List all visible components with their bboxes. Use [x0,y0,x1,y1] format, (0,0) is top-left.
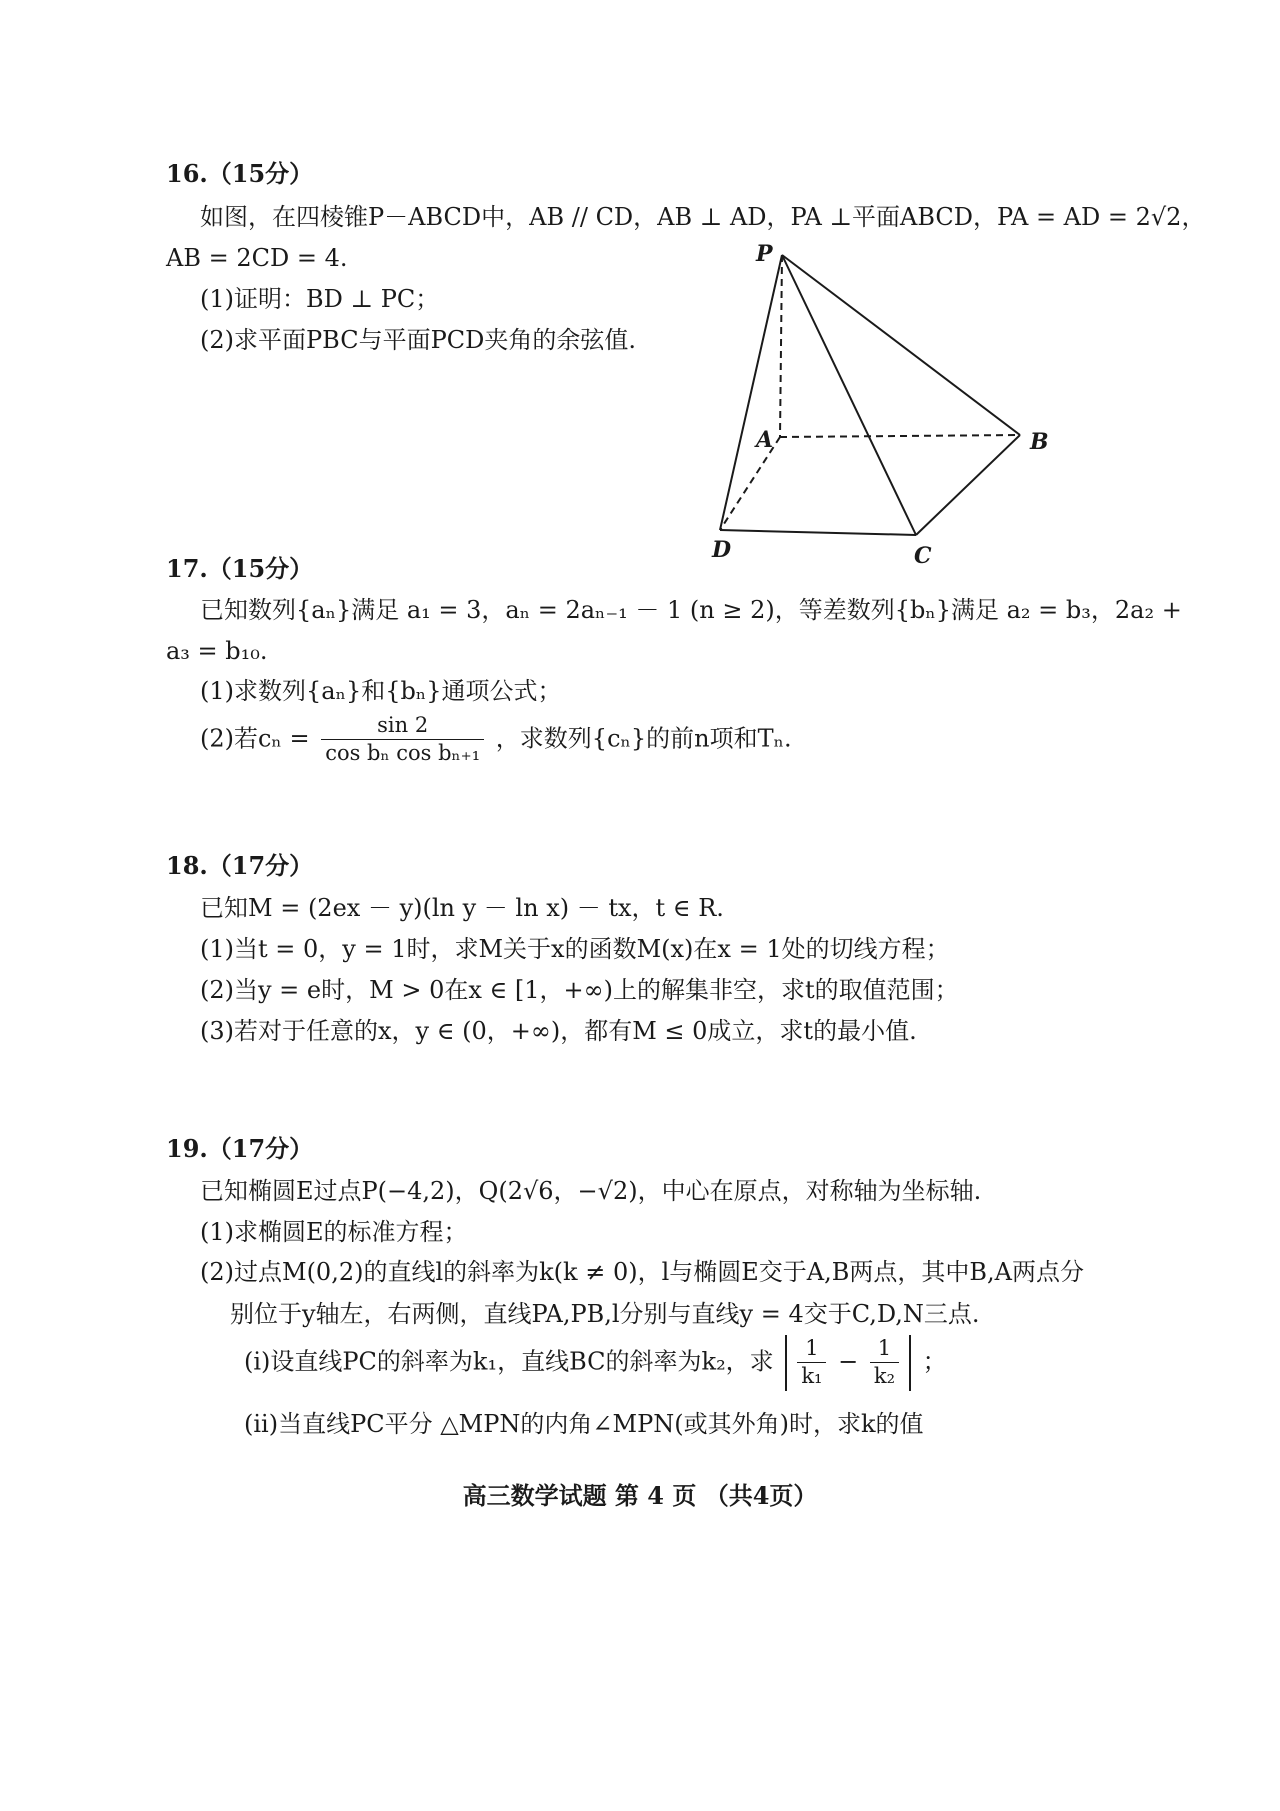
q17-fraction [321,712,484,768]
q18-part2: (2)当y = e时，M > 0在x ∈ [1，+∞)上的解集非空，求t的取值范围； [200,976,959,1004]
q16-stem-line1: 如图，在四棱锥P－ABCD中，AB // CD，AB ⊥ AD，PA ⊥平面ABCD，PA = AD = 2√2， [200,203,1206,231]
q19-heading: 19.（17分） [166,1134,314,1163]
label-B: B [1030,429,1049,455]
q18-part1: (1)当t = 0，y = 1时，求M关于x的函数M(x)在x = 1处的切线方程； [200,935,950,963]
q19-fraction-2-numerator: 1 [870,1335,899,1363]
label-D: D [712,537,732,563]
q19-fraction-1-numerator: 1 [797,1335,826,1363]
q18-stem: 已知M = (2ex － y)(ln y － ln x) － tx，t ∈ R. [200,894,724,922]
edge-CB [916,435,1020,535]
q16-part1: (1)证明：BD ⊥ PC； [200,285,440,313]
q19-stem: 已知椭圆E过点P(−4,2)，Q(2√6，−√2)，中心在原点，对称轴为坐标轴. [200,1177,982,1205]
edge-AB [780,435,1020,437]
q16-part2: (2)求平面PBC与平面PCD夹角的余弦值. [200,326,636,354]
q18-part3: (3)若对于任意的x，y ∈ (0，+∞)，都有M ≤ 0成立，求t的最小值. [200,1017,917,1045]
label-C: C [914,543,932,569]
q19-part2-line1: (2)过点M(0,2)的直线l的斜率为k(k ≠ 0)，l与椭圆E交于A,B两点，其中B,A两点分 [200,1258,1084,1286]
q19-sub-i [244,1335,947,1391]
q19-fraction-2 [870,1335,899,1391]
q17-fraction-denominator: cos bₙ cos bₙ₊₁ [325,741,481,766]
q16-heading: 16.（15分） [166,159,314,188]
q19-sub-ii: (ii)当直线PC平分 △MPN的内角∠MPN(或其外角)时，求k的值 [244,1410,924,1438]
page-footer: 高三数学试题 第 4 页 （共4页） [462,1481,818,1510]
q17-fraction-numerator: sin 2 [321,712,484,740]
q17-part2 [200,712,792,768]
q18-heading: 18.（17分） [166,851,314,880]
label-A: A [756,427,774,453]
q17-stem-line2: a₃ = b₁₀. [166,637,268,665]
label-P: P [756,241,773,267]
q19-sub-i-suffix: ； [922,1347,947,1376]
pyramid-figure [700,235,1100,570]
q16-stem-line2: AB = 2CD = 4. [166,244,348,272]
q17-part1: (1)求数列{aₙ}和{bₙ}通项公式； [200,677,562,705]
q19-minus-sign: − [838,1347,859,1376]
edge-DC [720,530,916,535]
edge-PD [720,255,782,530]
edge-PB [782,255,1020,435]
q17-stem-line1: 已知数列{aₙ}满足 a₁ = 3，aₙ = 2aₙ₋₁ － 1 (n ≥ 2)，等差数列{bₙ}满足 a₂ = b₃，2a₂ + [200,596,1182,624]
q19-part1: (1)求椭圆E的标准方程； [200,1218,468,1246]
q19-fraction-2-denominator: k₂ [873,1364,896,1389]
q19-sub-i-prefix: (i)设直线PC的斜率为k₁，直线BC的斜率为k₂，求 [244,1347,774,1376]
edge-PA [780,255,782,437]
q19-part2-line2: 别位于y轴左，右两侧，直线PA,PB,l分别与直线y = 4交于C,D,N三点. [230,1300,980,1328]
edge-PC [782,255,916,535]
q17-heading: 17.（15分） [166,554,314,583]
q17-part2-prefix: (2)若cₙ = [200,724,310,753]
q19-fraction-1 [797,1335,826,1391]
q19-absolute-value [785,1335,911,1391]
q19-fraction-1-denominator: k₁ [801,1364,823,1389]
q17-part2-suffix: ，求数列{cₙ}的前n项和Tₙ. [495,724,792,753]
